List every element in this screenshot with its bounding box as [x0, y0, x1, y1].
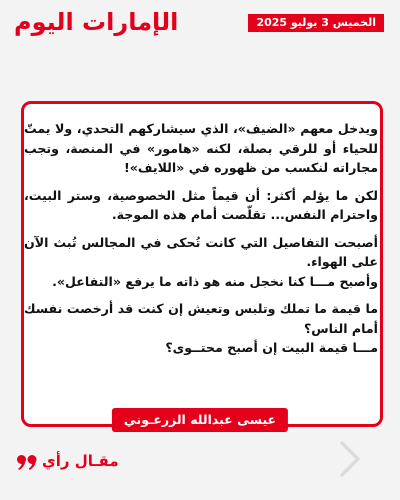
article-paragraph-5: ما قيمة ما تملك وتلبس وتعيش إن كنت قد أرخصت نفسك أمام الناس؟: [24, 301, 378, 336]
article-paragraph-6: مـــا قيمة البيت إن أصبح محتــوى؟: [165, 340, 378, 355]
article-paragraph-3: أصبحت التفاصيل التي كانت تُحكى في المجالس تُبث الآن على الهواء.: [24, 234, 378, 269]
article-paragraph-1: ويدخل معهم «الضيف»، الذي سيشاركهم التحدي، ولا يمتّ للحياء أو للرقي بصلة، لكنه «هامور» في المنصة، وتجب مجاراته لنكسب من ظهوره في «اللايف»!: [24, 121, 378, 175]
article-paragraph-4: وأصبح مـــا كنا نخجل منه هو ذاته ما يرفع «التفاعل».: [52, 273, 378, 289]
date-badge: الخميس 3 يوليو 2025: [248, 14, 384, 32]
brand-logo: الإمارات اليوم: [14, 8, 179, 36]
article-paragraph-2: لكن ما يؤلم أكثر: أن قيماً مثل الخصوصية، وستر البيت، واحترام النفس... تقلّصت أمام هذه الموجة.: [24, 187, 378, 222]
author-name-badge: عيسى عبدالله الزرعـوني: [112, 408, 288, 432]
quote-icon: [16, 454, 38, 472]
chevron-right-icon[interactable]: [338, 440, 362, 478]
section-label: مقـال رأي: [42, 452, 119, 470]
article-body: [24, 119, 378, 366]
